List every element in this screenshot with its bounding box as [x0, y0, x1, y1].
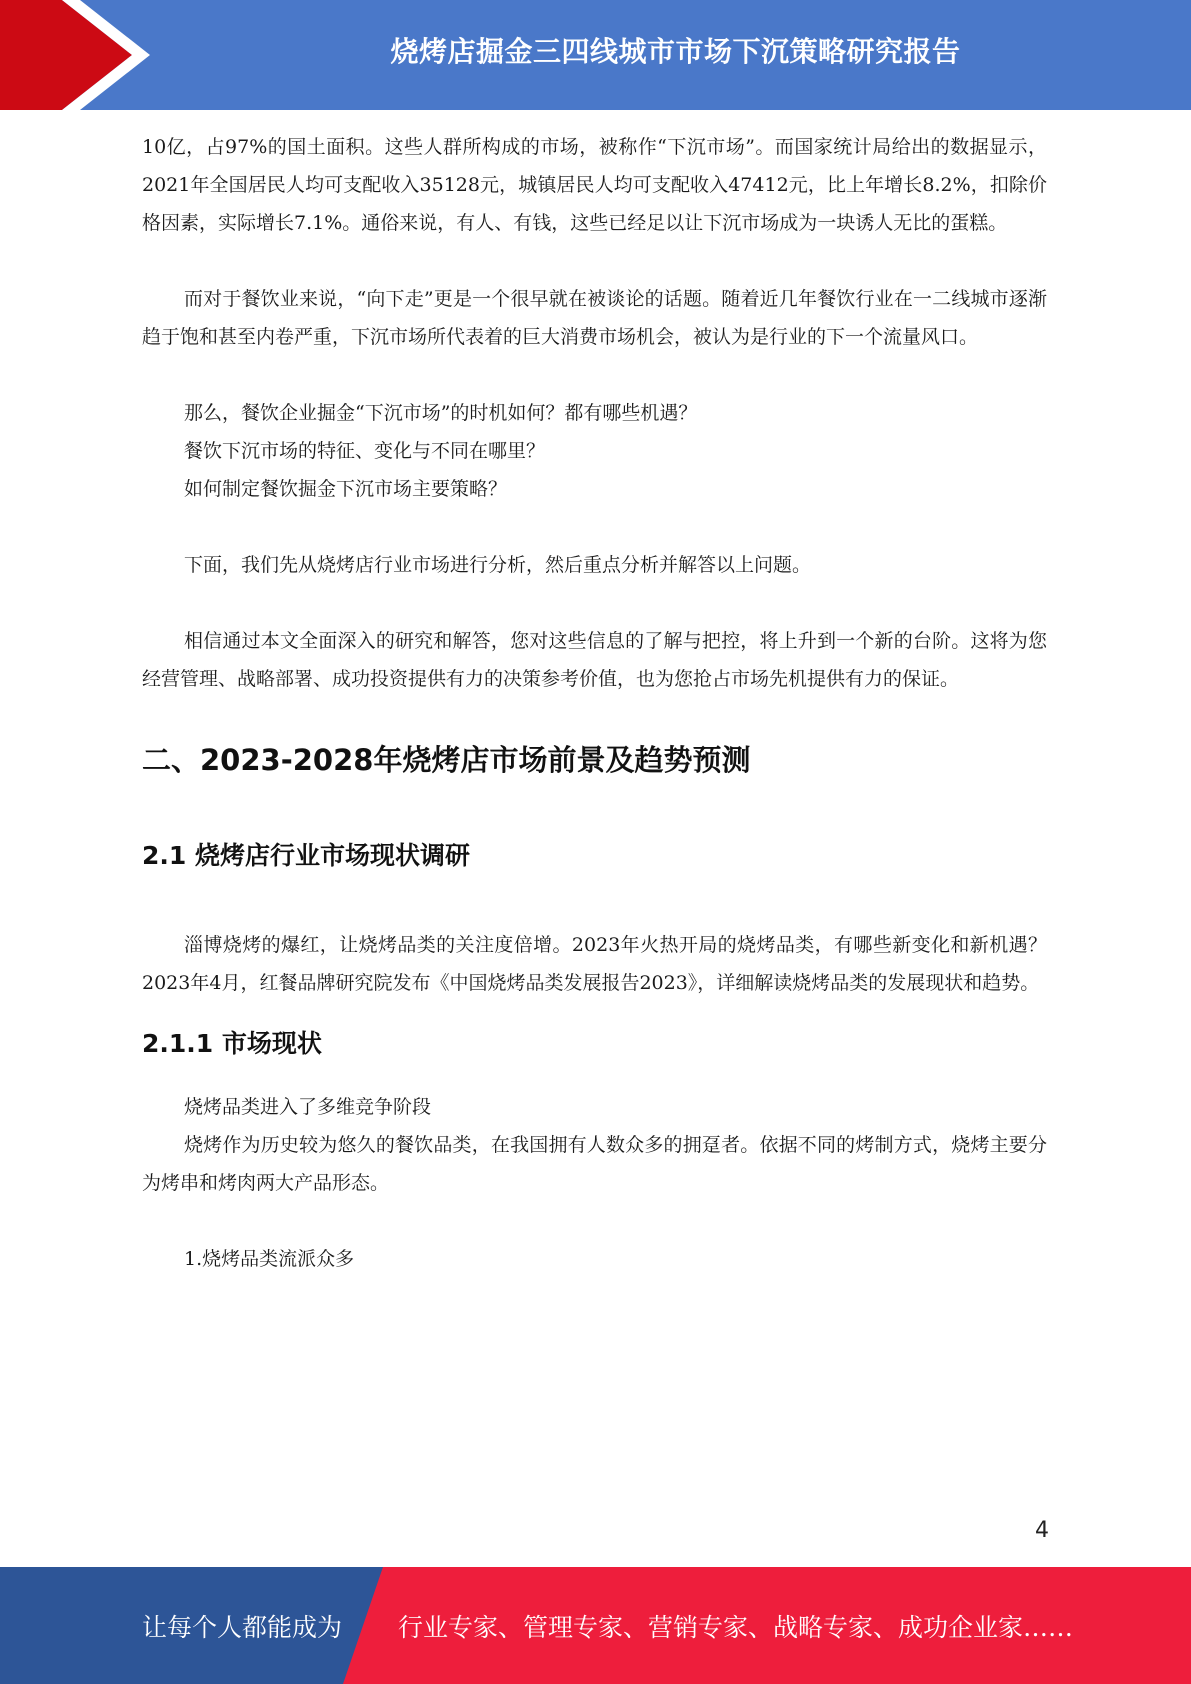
footer-slogan-left: 让每个人都能成为: [142, 1612, 343, 1642]
paragraph-value-statement: 相信通过本文全面深入的研究和解答，您对这些信息的了解与把控，将上升到一个新的台阶。这将为您经营管理、战略部署、成功投资提供有力的决策参考价值，也为您抢占市场先机提供有力的保证。: [142, 630, 1047, 690]
paragraph-zibo-bbq: 淄博烧烤的爆红，让烧烤品类的关注度倍增。2023年火热开局的烧烤品类，有哪些新变化和新机遇？2023年4月，红餐品牌研究院发布《中国烧烤品类发展报告2023》，详细解读烧烤品类的发展现状和趋势。: [142, 934, 1047, 994]
footer-slogan-right: 行业专家、管理专家、营销专家、战略专家、成功企业家……: [398, 1612, 1074, 1642]
page-footer: [0, 1567, 1191, 1684]
header-title: 烧烤店掘金三四线城市市场下沉策略研究报告: [390, 35, 961, 68]
section-heading-2: 二、2023-2028年烧烤店市场前景及趋势预测: [142, 743, 751, 777]
question-strategy: 如何制定餐饮掘金下沉市场主要策略？: [184, 478, 508, 500]
page-number: 4: [1035, 1518, 1049, 1543]
paragraph-catering-trend: 而对于餐饮业来说，“向下走”更是一个很早就在被谈论的话题。随着近几年餐饮行业在一二线城市逐渐趋于饱和甚至内卷严重，下沉市场所代表着的巨大消费市场机会，被认为是行业的下一个流量风口。: [142, 288, 1047, 348]
page-header: [0, 0, 1191, 110]
list-item-bbq-schools: 1.烧烤品类流派众多: [184, 1248, 355, 1270]
paragraph-bbq-history: 烧烤作为历史较为悠久的餐饮品类，在我国拥有人数众多的拥趸者。依据不同的烤制方式，烧烤主要分为烤串和烤肉两大产品形态。: [142, 1134, 1047, 1194]
document-body: [142, 128, 1047, 1278]
question-timing: 那么，餐饮企业掘金“下沉市场”的时机如何？都有哪些机遇？: [184, 402, 698, 424]
paragraph-competition-stage: 烧烤品类进入了多维竞争阶段: [184, 1096, 432, 1118]
question-features: 餐饮下沉市场的特征、变化与不同在哪里？: [184, 440, 546, 462]
subsection-heading-2-1: 2.1 烧烤店行业市场现状调研: [142, 841, 470, 870]
paragraph-analysis-intro: 下面，我们先从烧烤店行业市场进行分析，然后重点分析并解答以上问题。: [184, 554, 812, 576]
subsection-heading-2-1-1: 2.1.1 市场现状: [142, 1029, 322, 1058]
header-red-arrow: [0, 0, 132, 110]
paragraph-market-intro: 10亿，占97%的国土面积。这些人群所构成的市场，被称作“下沉市场”。而国家统计局给出的数据显示，2021年全国居民人均可支配收入35128元，城镇居民人均可支配收入47412元，比上年增长8.2%，扣除价格因素，实际增长7.1%。通俗来说，有人、有钱，这些已经足以让下沉市场成为一块诱人无比的蛋糕。: [142, 136, 1047, 234]
